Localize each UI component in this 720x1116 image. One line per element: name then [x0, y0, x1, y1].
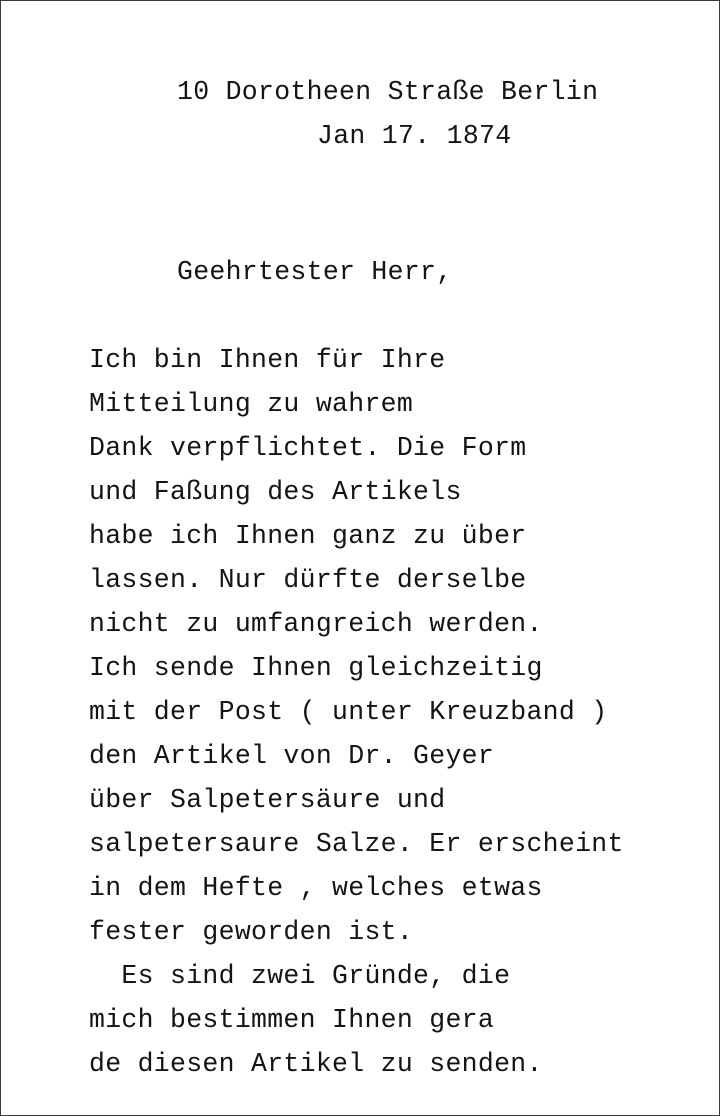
- body-line: salpetersaure Salze. Er erscheint: [89, 829, 624, 859]
- body-line: de diesen Artikel zu senden.: [89, 1049, 543, 1079]
- body-line: Es sind zwei Gründe, die: [89, 961, 511, 991]
- body-line: Ich bin Ihnen für Ihre: [89, 345, 446, 375]
- body-line: lassen. Nur dürfte derselbe: [89, 565, 527, 595]
- letter-date: Jan 17. 1874: [317, 121, 512, 151]
- body-line: mich bestimmen Ihnen gera: [89, 1005, 495, 1035]
- body-line: und Faßung des Artikels: [89, 477, 462, 507]
- body-line: mit der Post ( unter Kreuzband ): [89, 697, 608, 727]
- body-line: fester geworden ist.: [89, 917, 414, 947]
- body-line: über Salpetersäure und: [89, 785, 446, 815]
- body-line: habe ich Ihnen ganz zu über: [89, 521, 527, 551]
- body-line: in dem Hefte , welches etwas: [89, 873, 543, 903]
- body-line: Dank verpflichtet. Die Form: [89, 433, 527, 463]
- body-line: Mitteilung zu wahrem: [89, 389, 414, 419]
- letter-salutation: Geehrtester Herr,: [177, 257, 453, 287]
- body-line: Ich sende Ihnen gleichzeitig: [89, 653, 543, 683]
- body-line: den Artikel von Dr. Geyer: [89, 741, 495, 771]
- letter-address: 10 Dorotheen Straße Berlin: [177, 77, 599, 107]
- body-line: nicht zu umfangreich werden.: [89, 609, 543, 639]
